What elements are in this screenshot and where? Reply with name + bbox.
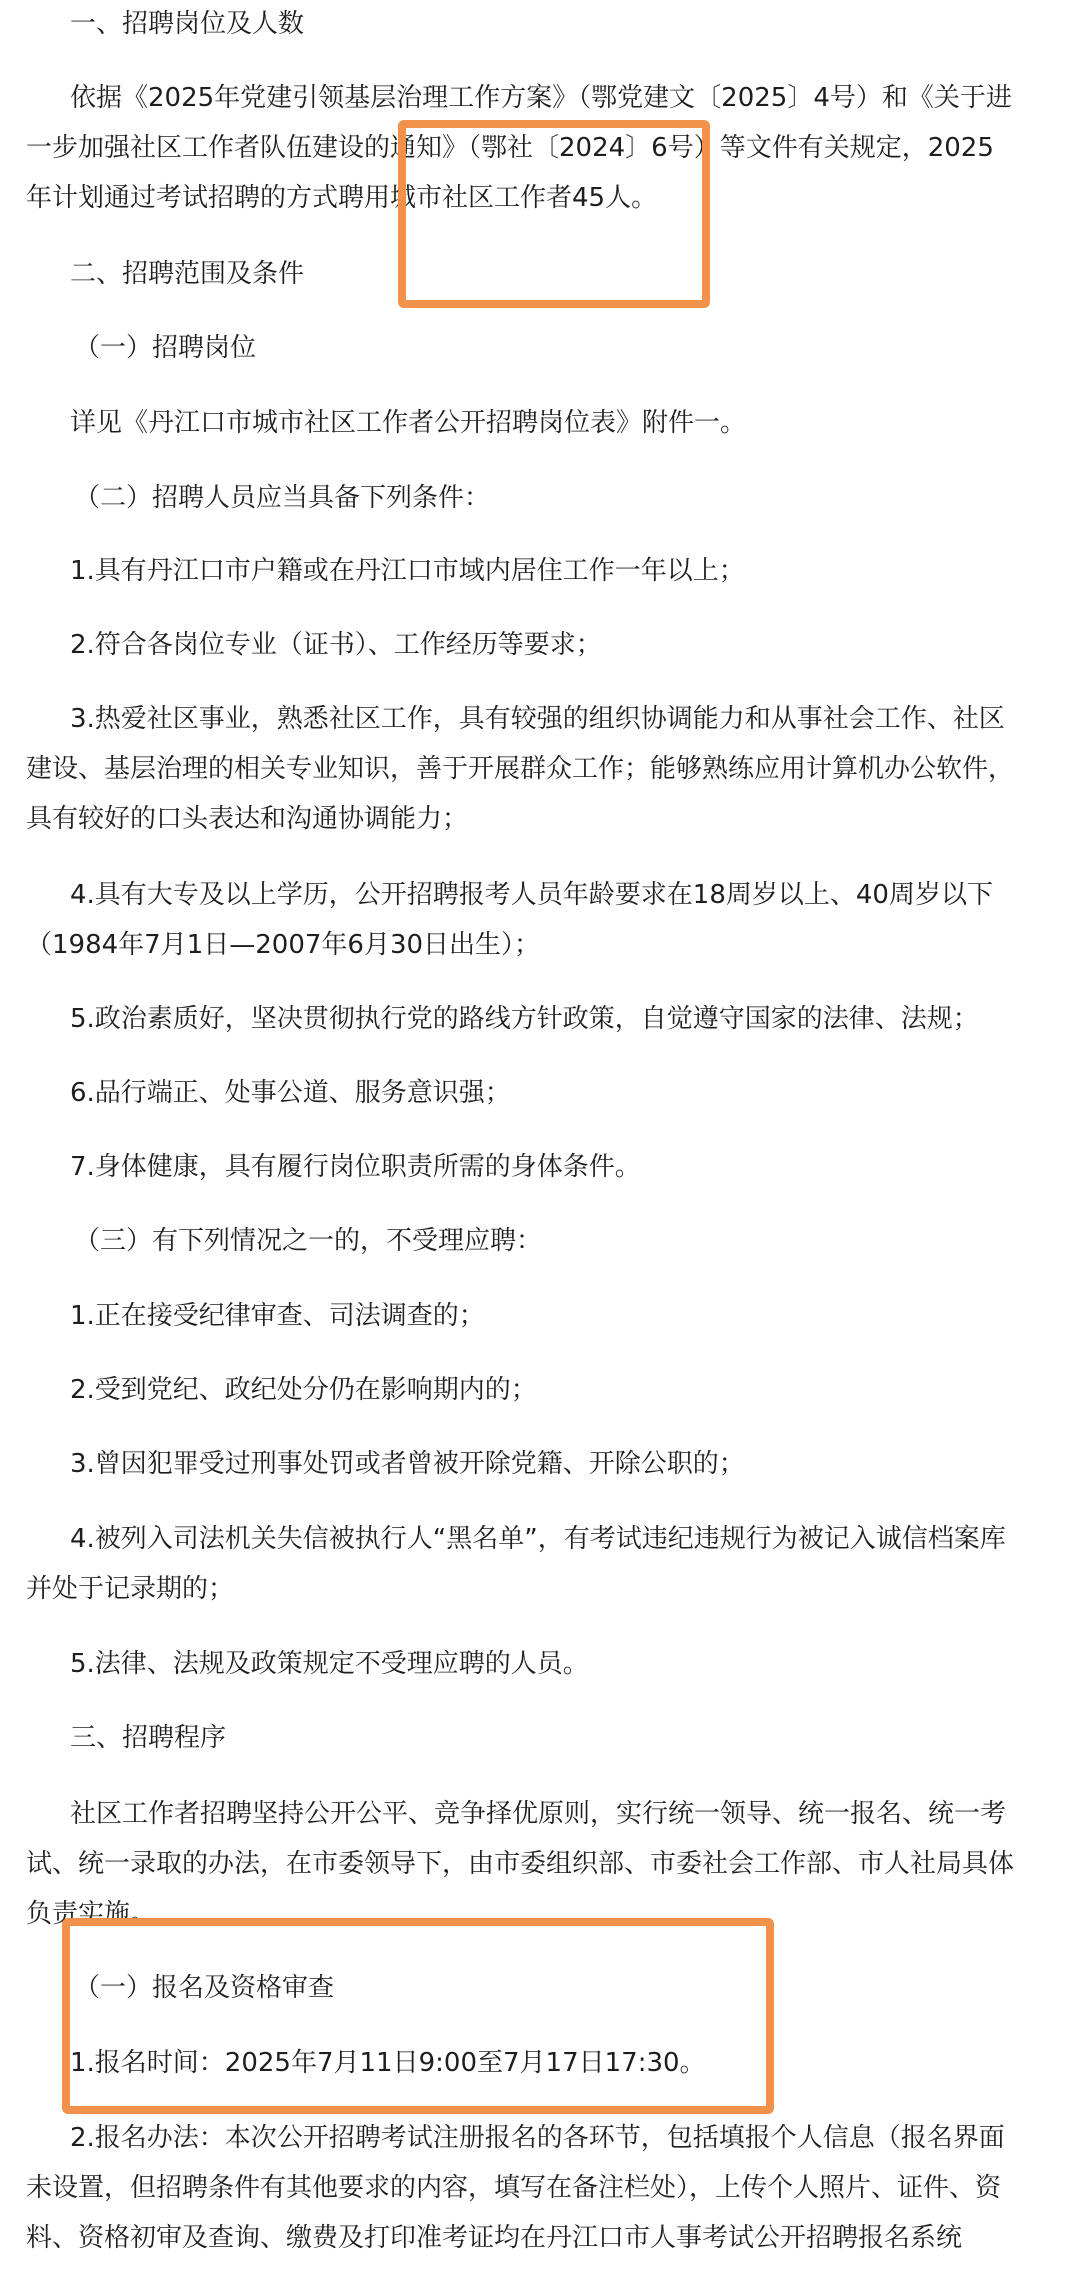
- requirement-4-line-1: 4.具有大专及以上学历，公开招聘报考人员年龄要求在18周岁以上、40周岁以下: [70, 880, 993, 910]
- requirement-1: 1.具有丹江口市户籍或在丹江口市域内居住工作一年以上；: [70, 556, 745, 586]
- paragraph-basis-line-1: 依据《2025年党建引领基层治理工作方案》（鄂党建文〔2025〕4号）和《关于进: [70, 83, 1012, 113]
- paragraph-procedure-line-2: 试、统一录取的办法，在市委领导下，由市委组织部、市委社会工作部、市人社局具体: [26, 1849, 1015, 1879]
- paragraph-positions-detail: 详见《丹江口市城市社区工作者公开招聘岗位表》附件一。: [70, 408, 747, 438]
- requirement-2: 2.符合各岗位专业（证书）、工作经历等要求；: [70, 630, 602, 660]
- section-heading-recruitment-positions: 一、招聘岗位及人数: [70, 9, 305, 39]
- requirement-3-line-3: 具有较好的口头表达和沟通协调能力；: [26, 804, 469, 834]
- requirement-3-line-1: 3.热爱社区事业，熟悉社区工作，具有较强的组织协调能力和从事社会工作、社区: [70, 704, 1005, 734]
- subheading-registration: （一）报名及资格审查: [74, 1973, 335, 2003]
- paragraph-procedure-line-1: 社区工作者招聘坚持公开公平、竞争择优原则，实行统一领导、统一报名、统一考: [70, 1799, 1007, 1829]
- paragraph-procedure-line-3: 负责实施。: [26, 1899, 157, 1929]
- section-heading-procedure: 三、招聘程序: [70, 1723, 227, 1753]
- registration-method-line-3: 料、资格初审及查询、缴费及打印准考证均在丹江口市人事考试公开招聘报名系统: [26, 2223, 963, 2253]
- paragraph-basis-line-3: 年计划通过考试招聘的方式聘用城市社区工作者45人。: [26, 183, 658, 213]
- exclusion-4-line-1: 4.被列入司法机关失信被执行人“黑名单”，有考试违纪违规行为被记入诚信档案库: [70, 1524, 1006, 1554]
- requirement-3-line-2: 建设、基层治理的相关专业知识，善于开展群众工作；能够熟练应用计算机办公软件，: [26, 754, 1015, 784]
- subheading-exclusions: （三）有下列情况之一的，不受理应聘：: [74, 1226, 543, 1256]
- requirement-7: 7.身体健康，具有履行岗位职责所需的身体条件。: [70, 1152, 641, 1182]
- section-heading-scope-conditions: 二、招聘范围及条件: [70, 259, 305, 289]
- exclusion-1: 1.正在接受纪律审查、司法调查的；: [70, 1301, 485, 1331]
- highlight-box-registration: [62, 1918, 774, 2114]
- subheading-positions: （一）招聘岗位: [74, 333, 257, 363]
- exclusion-5: 5.法律、法规及政策规定不受理应聘的人员。: [70, 1649, 589, 1679]
- exclusion-3: 3.曾因犯罪受过刑事处罚或者曾被开除党籍、开除公职的；: [70, 1449, 745, 1479]
- registration-method-line-1: 2.报名办法：本次公开招聘考试注册报名的各环节，包括填报个人信息（报名界面: [70, 2123, 1005, 2153]
- requirement-4-line-2: （1984年7月1日—2007年6月30日出生）；: [26, 930, 541, 960]
- subheading-requirements: （二）招聘人员应当具备下列条件：: [74, 483, 491, 513]
- exclusion-2: 2.受到党纪、政纪处分仍在影响期内的；: [70, 1375, 537, 1405]
- requirement-6: 6.品行端正、处事公道、服务意识强；: [70, 1078, 511, 1108]
- paragraph-basis-line-2: 一步加强社区工作者队伍建设的通知》（鄂社〔2024〕6号）等文件有关规定，2025: [26, 133, 994, 163]
- exclusion-4-line-2: 并处于记录期的；: [26, 1574, 235, 1604]
- registration-time: 1.报名时间：2025年7月11日9:00至7月17日17:30。: [70, 2048, 706, 2078]
- requirement-5: 5.政治素质好，坚决贯彻执行党的路线方针政策，自觉遵守国家的法律、法规；: [70, 1004, 979, 1034]
- registration-method-line-2: 未设置，但招聘条件有其他要求的内容，填写在备注栏处），上传个人照片、证件、资: [26, 2173, 1002, 2203]
